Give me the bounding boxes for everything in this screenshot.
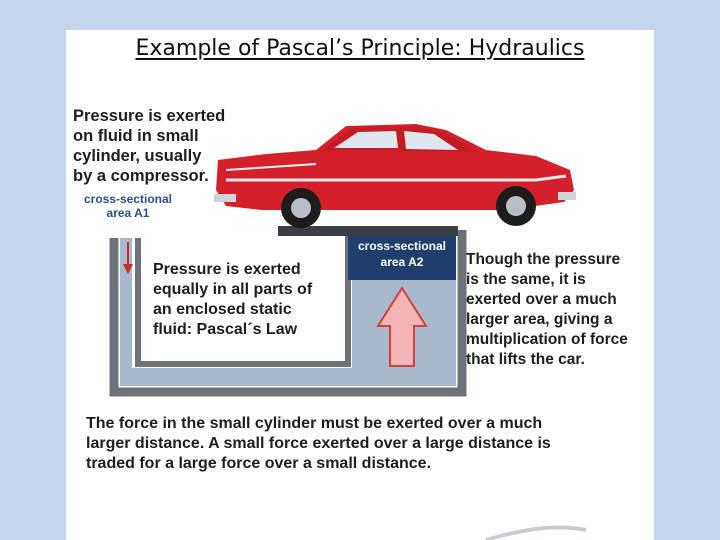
label-force-multiplication: Though the pressure is the same, it is exerted over a much larger area, giving a multiplication of force that lifts the car. [466,251,628,368]
label-compressor: Pressure is exerted on fluid in small cylinder, usually by a compressor. [73,107,226,185]
decorative-swoosh [486,528,586,540]
label-area-a2: cross-sectional area A2 [357,239,447,269]
car-illustration [214,124,576,228]
small-cylinder-fluid [120,238,132,386]
slide-title: Example of Pascal’s Principle: Hydraulics [135,36,585,61]
label-distance-tradeoff: The force in the small cylinder must be exerted over a much larger distance. A small force exerted over a large distance is traded for a large force over a small distance. [86,415,551,472]
label-pascals-law: Pressure is exerted equally in all parts of an enclosed static fluid: Pascal´s Law [153,261,313,338]
label-area-a1: cross-sectional area A1 [83,192,173,220]
slide [66,30,654,540]
